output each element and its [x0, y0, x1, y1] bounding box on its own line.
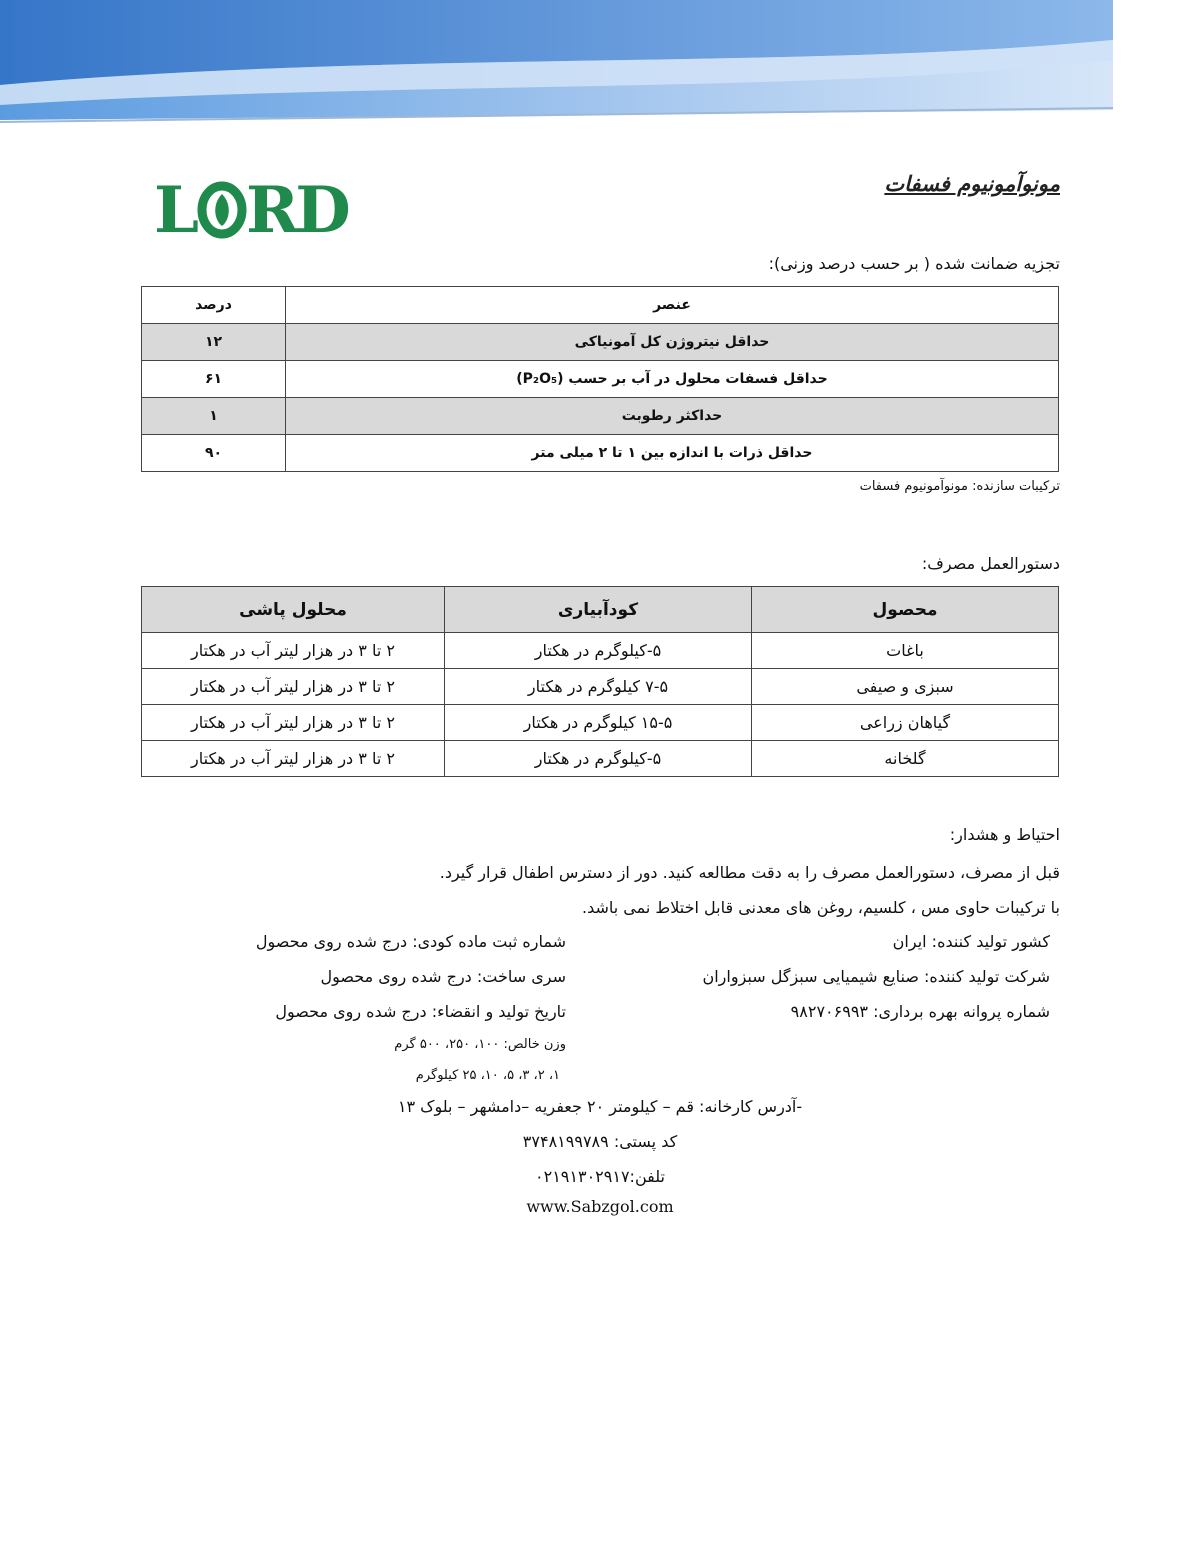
warning-line-1: قبل از مصرف، دستورالعمل مصرف را به دقت مطالعه کنید. دور از دسترس اطفال قرار گیرد.	[439, 863, 1060, 882]
svg-text:RD: RD	[246, 173, 347, 248]
cell-element: حداقل نیتروژن کل آمونیاکی	[286, 324, 1059, 361]
table-row	[142, 669, 1059, 705]
cell-fertigation: ۵-کیلوگرم در هکتار	[445, 633, 752, 669]
cell-foliar: ۲ تا ۳ در هزار لیتر آب در هکتار	[142, 741, 445, 777]
warnings-label: احتیاط و هشدار:	[949, 825, 1060, 844]
table-row	[142, 633, 1059, 669]
header-crop: محصول	[752, 587, 1059, 633]
phone-number: تلفن:۰۲۱۹۱۳۰۲۹۱۷	[535, 1167, 665, 1186]
header-banner	[0, 0, 1200, 135]
net-weight-kg-info: ۱، ۲، ۳، ۵، ۱۰، ۲۵ کیلوگرم	[415, 1068, 560, 1083]
header-percent: درصد	[142, 287, 286, 324]
manufacturer-info: شرکت تولید کننده: صنایع شیمیایی سبزگل سبزواران	[702, 967, 1050, 986]
cell-fertigation: ۱۵-۵ کیلوگرم در هکتار	[445, 705, 752, 741]
cell-foliar: ۲ تا ۳ در هزار لیتر آب در هکتار	[142, 705, 445, 741]
table-row	[142, 741, 1059, 777]
usage-label: دستورالعمل مصرف:	[921, 554, 1060, 573]
table-header-row	[142, 287, 1059, 324]
country-info: کشور تولید کننده: ایران	[892, 932, 1050, 951]
cell-crop: باغات	[752, 633, 1059, 669]
cell-percent: ۱	[142, 398, 286, 435]
postal-code: کد پستی: ۳۷۴۸۱۹۹۷۸۹	[522, 1132, 678, 1151]
table-row	[142, 705, 1059, 741]
cell-fertigation: ۷-۵ کیلوگرم در هکتار	[445, 669, 752, 705]
table-row	[142, 435, 1059, 472]
license-info: شماره پروانه بهره برداری: ۹۸۲۷۰۶۹۹۳	[790, 1002, 1050, 1021]
dates-info: تاریخ تولید و انقضاء: درج شده روی محصول	[275, 1002, 566, 1021]
table-header-row	[142, 587, 1059, 633]
net-weight-info: وزن خالص: ۱۰۰، ۲۵۰، ۵۰۰ گرم	[394, 1037, 566, 1052]
website-link[interactable]: www.Sabzgol.com	[526, 1197, 674, 1216]
cell-crop: سبزی و صیفی	[752, 669, 1059, 705]
cell-element: حداکثر رطوبت	[286, 398, 1059, 435]
cell-fertigation: ۵-کیلوگرم در هکتار	[445, 741, 752, 777]
table-row	[142, 324, 1059, 361]
table-row	[142, 361, 1059, 398]
composition-note: ترکیبات سازنده: مونوآمونیوم فسفات	[859, 479, 1060, 494]
usage-table	[141, 586, 1059, 777]
header-fertigation: کودآبیاری	[445, 587, 752, 633]
svg-text:L: L	[154, 173, 197, 248]
header-element: عنصر	[286, 287, 1059, 324]
factory-address: -آدرس کارخانه: قم – کیلومتر ۲۰ جعفریه –دامشهر – بلوک ۱۳	[397, 1097, 803, 1116]
cell-foliar: ۲ تا ۳ در هزار لیتر آب در هکتار	[142, 669, 445, 705]
table-row	[142, 398, 1059, 435]
cell-foliar: ۲ تا ۳ در هزار لیتر آب در هکتار	[142, 633, 445, 669]
registration-info: شماره ثبت ماده کودی: درج شده روی محصول	[255, 932, 566, 951]
lord-logo	[150, 172, 347, 248]
cell-crop: گیاهان زراعی	[752, 705, 1059, 741]
cell-percent: ۹۰	[142, 435, 286, 472]
cell-percent: ۱۲	[142, 324, 286, 361]
batch-info: سری ساخت: درج شده روی محصول	[320, 967, 566, 986]
analysis-label: تجزیه ضمانت شده ( بر حسب درصد وزنی):	[768, 254, 1060, 273]
cell-crop: گلخانه	[752, 741, 1059, 777]
cell-element: حداقل ذرات با اندازه بین ۱ تا ۲ میلی متر	[286, 435, 1059, 472]
warning-line-2: با ترکیبات حاوی مس ، کلسیم، روغن های معدنی قابل اختلاط نمی باشد.	[582, 898, 1060, 917]
header-foliar: محلول پاشی	[142, 587, 445, 633]
product-title: مونوآمونیوم فسفات	[884, 172, 1060, 196]
analysis-table	[141, 286, 1059, 472]
cell-element: حداقل فسفات محلول در آب بر حسب (P₂O₅)	[286, 361, 1059, 398]
cell-percent: ۶۱	[142, 361, 286, 398]
